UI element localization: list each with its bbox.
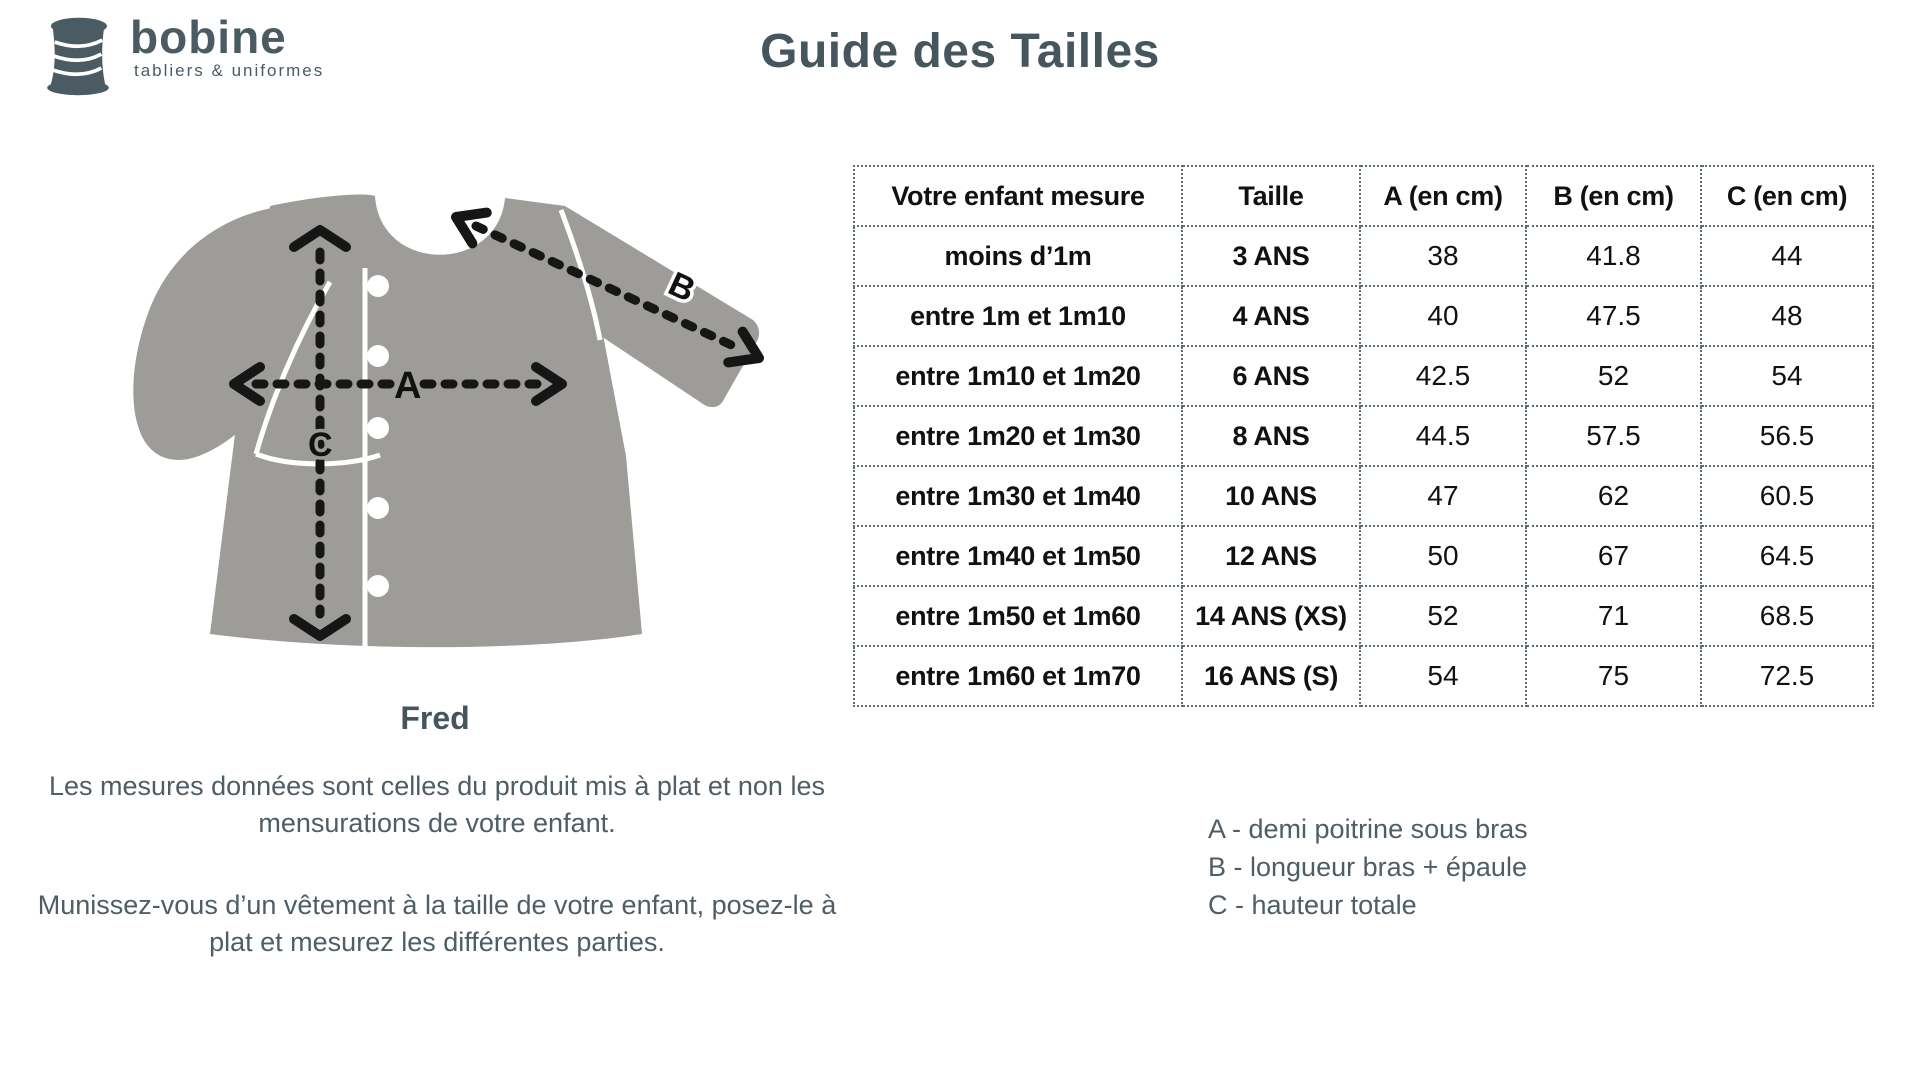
- cell-measure-value: 50: [1360, 526, 1526, 586]
- brand-name: bobine: [130, 11, 287, 63]
- cell-measure-value: 42.5: [1360, 346, 1526, 406]
- table-row: [854, 526, 1873, 586]
- column-header: B (en cm): [1526, 166, 1701, 226]
- legend-line: A - demi poitrine sous bras: [1208, 814, 1528, 844]
- measurement-legend: [1208, 810, 1528, 924]
- cell-measure-value: 67: [1526, 526, 1701, 586]
- cell-measure-value: 54: [1360, 646, 1526, 706]
- cell-measure-value: 68.5: [1701, 586, 1873, 646]
- cell-size: 3 ANS: [1182, 226, 1360, 286]
- table-row: [854, 586, 1873, 646]
- cell-height-range: moins d’1m: [854, 226, 1182, 286]
- cell-measure-value: 52: [1360, 586, 1526, 646]
- column-header: A (en cm): [1360, 166, 1526, 226]
- cell-measure-value: 71: [1526, 586, 1701, 646]
- size-table: [853, 165, 1874, 707]
- measure-label-a: A: [394, 365, 422, 407]
- cell-height-range: entre 1m30 et 1m40: [854, 466, 1182, 526]
- cell-measure-value: 56.5: [1701, 406, 1873, 466]
- table-row: [854, 466, 1873, 526]
- table-row: [854, 646, 1873, 706]
- cell-size: 10 ANS: [1182, 466, 1360, 526]
- cell-size: 8 ANS: [1182, 406, 1360, 466]
- cell-height-range: entre 1m40 et 1m50: [854, 526, 1182, 586]
- cell-measure-value: 48: [1701, 286, 1873, 346]
- measurement-notes: [28, 768, 846, 1005]
- table-row: [854, 286, 1873, 346]
- cell-measure-value: 47.5: [1526, 286, 1701, 346]
- product-name: Fred: [400, 700, 470, 736]
- legend-line: B - longueur bras + épaule: [1208, 852, 1527, 882]
- page-title: Guide des Tailles: [760, 25, 1160, 78]
- cell-height-range: entre 1m50 et 1m60: [854, 586, 1182, 646]
- cell-size: 4 ANS: [1182, 286, 1360, 346]
- cell-measure-value: 41.8: [1526, 226, 1701, 286]
- cell-measure-value: 64.5: [1701, 526, 1873, 586]
- arrowhead-b-left: [449, 202, 487, 244]
- cell-measure-value: 44: [1701, 226, 1873, 286]
- cell-measure-value: 38: [1360, 226, 1526, 286]
- cell-measure-value: 57.5: [1526, 406, 1701, 466]
- note-paragraph: Les mesures données sont celles du produit mis à plat et non les mensurations de votre enfant.: [49, 771, 825, 839]
- cell-measure-value: 54: [1701, 346, 1873, 406]
- size-table-header: [854, 166, 1873, 226]
- cell-size: 6 ANS: [1182, 346, 1360, 406]
- table-row: [854, 346, 1873, 406]
- cell-measure-value: 44.5: [1360, 406, 1526, 466]
- cell-measure-value: 72.5: [1701, 646, 1873, 706]
- cell-measure-value: 62: [1526, 466, 1701, 526]
- cell-measure-value: 40: [1360, 286, 1526, 346]
- column-header: C (en cm): [1701, 166, 1873, 226]
- cell-measure-value: 60.5: [1701, 466, 1873, 526]
- cell-height-range: entre 1m10 et 1m20: [854, 346, 1182, 406]
- measure-label-c: C: [308, 426, 333, 464]
- cell-height-range: entre 1m60 et 1m70: [854, 646, 1182, 706]
- brand-tagline: tabliers & uniformes: [134, 61, 325, 80]
- cell-height-range: entre 1m20 et 1m30: [854, 406, 1182, 466]
- cell-size: 12 ANS: [1182, 526, 1360, 586]
- cell-measure-value: 47: [1360, 466, 1526, 526]
- column-header: Votre enfant mesure: [854, 166, 1182, 226]
- cell-measure-value: 75: [1526, 646, 1701, 706]
- table-row: [854, 406, 1873, 466]
- measure-label-b: B: [662, 264, 701, 310]
- cell-measure-value: 52: [1526, 346, 1701, 406]
- garment-diagram: [60, 156, 810, 671]
- legend-line: C - hauteur totale: [1208, 890, 1417, 920]
- table-row: [854, 226, 1873, 286]
- garment-illustration: [60, 156, 810, 671]
- cell-size: 14 ANS (XS): [1182, 586, 1360, 646]
- cell-size: 16 ANS (S): [1182, 646, 1360, 706]
- note-paragraph: Munissez-vous d’un vêtement à la taille de votre enfant, posez-le à plat et mesurez les différentes parties.: [37, 889, 837, 957]
- cell-height-range: entre 1m et 1m10: [854, 286, 1182, 346]
- column-header: Taille: [1182, 166, 1360, 226]
